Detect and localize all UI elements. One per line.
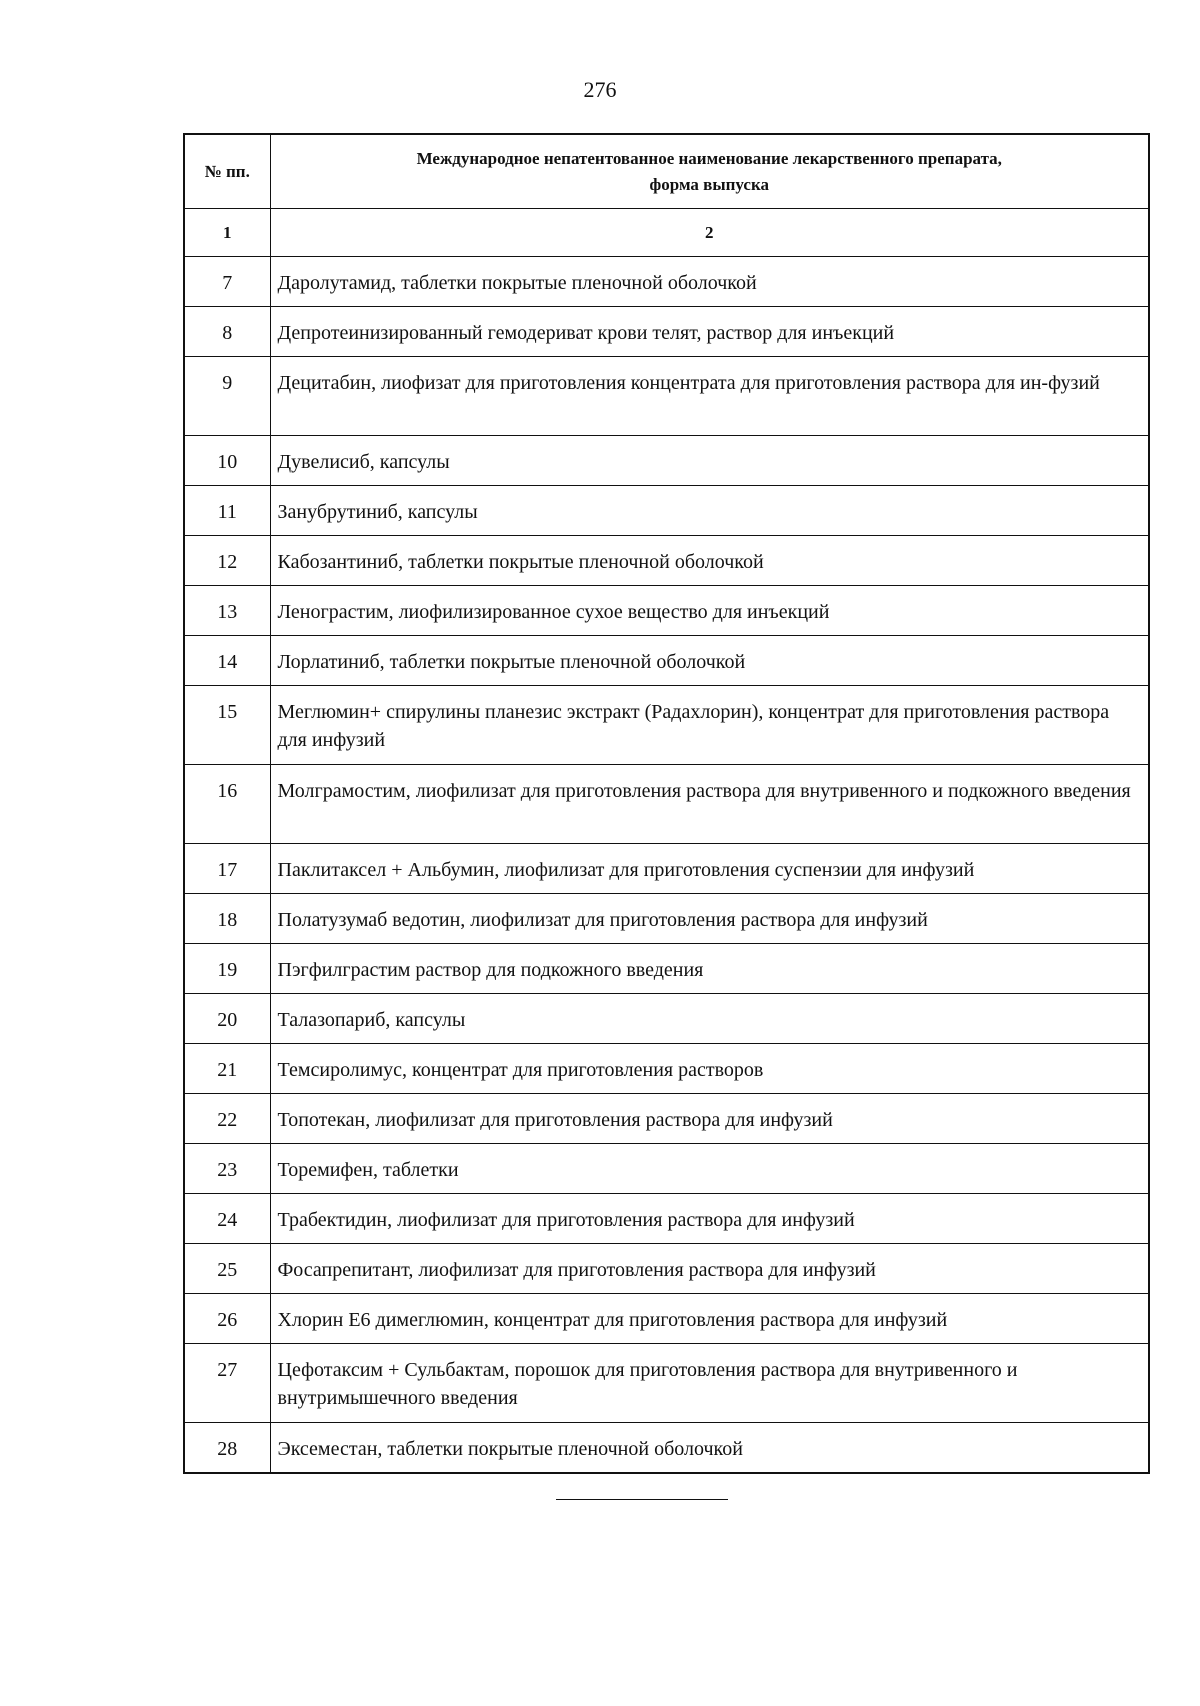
row-number: 18 bbox=[184, 894, 270, 944]
row-number: 16 bbox=[184, 765, 270, 844]
header-drug-name-line2: форма выпуска bbox=[649, 174, 769, 194]
row-number: 27 bbox=[184, 1344, 270, 1423]
row-number: 26 bbox=[184, 1294, 270, 1344]
table-row bbox=[184, 436, 1149, 486]
drug-table bbox=[183, 133, 1150, 1474]
table-row bbox=[184, 1194, 1149, 1244]
table-row bbox=[184, 636, 1149, 686]
page-number: 276 bbox=[583, 77, 617, 102]
table-row bbox=[184, 257, 1149, 307]
table-row bbox=[184, 586, 1149, 636]
drug-name: Децитабин, лиофизат для приготовления концентрата для приготовления раствора для ин-фузий bbox=[270, 357, 1149, 436]
drug-name: Занубрутиниб, капсулы bbox=[270, 486, 1149, 536]
table-row bbox=[184, 1094, 1149, 1144]
drug-name: Кабозантиниб, таблетки покрытые пленочной оболочкой bbox=[270, 536, 1149, 586]
drug-name: Молграмостим, лиофилизат для приготовления раствора для внутривенного и подкожного введения bbox=[270, 765, 1149, 844]
drug-name: Паклитаксел + Альбумин, лиофилизат для приготовления суспензии для инфузий bbox=[270, 844, 1149, 894]
table-row bbox=[184, 686, 1149, 765]
drug-name: Меглюмин+ спирулины планезис экстракт (Радахлорин), концентрат для приготовления раствора для инфузий bbox=[270, 686, 1149, 765]
drug-name: Темсиролимус, концентрат для приготовления растворов bbox=[270, 1044, 1149, 1094]
drug-name: Фосапрепитант, лиофилизат для приготовления раствора для инфузий bbox=[270, 1244, 1149, 1294]
column-number-1: 1 bbox=[184, 209, 270, 257]
drug-name: Лорлатиниб, таблетки покрытые пленочной оболочкой bbox=[270, 636, 1149, 686]
row-number: 14 bbox=[184, 636, 270, 686]
table-row bbox=[184, 486, 1149, 536]
header-drug-name-line1: Международное непатентованное наименование лекарственного препарата, bbox=[416, 148, 1002, 168]
drug-name: Дувелисиб, капсулы bbox=[270, 436, 1149, 486]
table-row bbox=[184, 1044, 1149, 1094]
row-number: 9 bbox=[184, 357, 270, 436]
table-row bbox=[184, 894, 1149, 944]
table-row bbox=[184, 1423, 1149, 1474]
row-number: 11 bbox=[184, 486, 270, 536]
table-row bbox=[184, 844, 1149, 894]
table-row bbox=[184, 1294, 1149, 1344]
drug-name: Ленограстим, лиофилизированное сухое вещество для инъекций bbox=[270, 586, 1149, 636]
drug-name: Талазопариб, капсулы bbox=[270, 994, 1149, 1044]
drug-name: Депротеинизированный гемодериват крови телят, раствор для инъекций bbox=[270, 307, 1149, 357]
drug-name: Топотекан, лиофилизат для приготовления раствора для инфузий bbox=[270, 1094, 1149, 1144]
row-number: 13 bbox=[184, 586, 270, 636]
row-number: 19 bbox=[184, 944, 270, 994]
row-number: 20 bbox=[184, 994, 270, 1044]
row-number: 12 bbox=[184, 536, 270, 586]
row-number: 15 bbox=[184, 686, 270, 765]
table-row bbox=[184, 1244, 1149, 1294]
drug-name: Полатузумаб ведотин, лиофилизат для приготовления раствора для инфузий bbox=[270, 894, 1149, 944]
footer-rule bbox=[556, 1499, 728, 1500]
table-row bbox=[184, 1144, 1149, 1194]
row-number: 10 bbox=[184, 436, 270, 486]
drug-name: Торемифен, таблетки bbox=[270, 1144, 1149, 1194]
table-row bbox=[184, 1344, 1149, 1423]
table-header-row bbox=[184, 134, 1149, 209]
row-number: 22 bbox=[184, 1094, 270, 1144]
table-body bbox=[184, 257, 1149, 1474]
drug-name: Пэгфилграстим раствор для подкожного введения bbox=[270, 944, 1149, 994]
column-number-row bbox=[184, 209, 1149, 257]
row-number: 8 bbox=[184, 307, 270, 357]
row-number: 25 bbox=[184, 1244, 270, 1294]
table-row bbox=[184, 994, 1149, 1044]
drug-name: Трабектидин, лиофилизат для приготовления раствора для инфузий bbox=[270, 1194, 1149, 1244]
row-number: 28 bbox=[184, 1423, 270, 1474]
drug-name: Хлорин Е6 димеглюмин, концентрат для приготовления раствора для инфузий bbox=[270, 1294, 1149, 1344]
table-row bbox=[184, 536, 1149, 586]
table-row bbox=[184, 307, 1149, 357]
row-number: 21 bbox=[184, 1044, 270, 1094]
row-number: 23 bbox=[184, 1144, 270, 1194]
table-row bbox=[184, 357, 1149, 436]
column-number-2: 2 bbox=[270, 209, 1149, 257]
drug-name: Цефотаксим + Сульбактам, порошок для приготовления раствора для внутривенного и внутримышечного введения bbox=[270, 1344, 1149, 1423]
row-number: 17 bbox=[184, 844, 270, 894]
drug-name: Эксеместан, таблетки покрытые пленочной оболочкой bbox=[270, 1423, 1149, 1474]
drug-name: Даролутамид, таблетки покрытые пленочной оболочкой bbox=[270, 257, 1149, 307]
table-row bbox=[184, 944, 1149, 994]
header-number: № пп. bbox=[184, 134, 270, 209]
table-row bbox=[184, 765, 1149, 844]
header-drug-name bbox=[270, 134, 1149, 209]
row-number: 24 bbox=[184, 1194, 270, 1244]
row-number: 7 bbox=[184, 257, 270, 307]
